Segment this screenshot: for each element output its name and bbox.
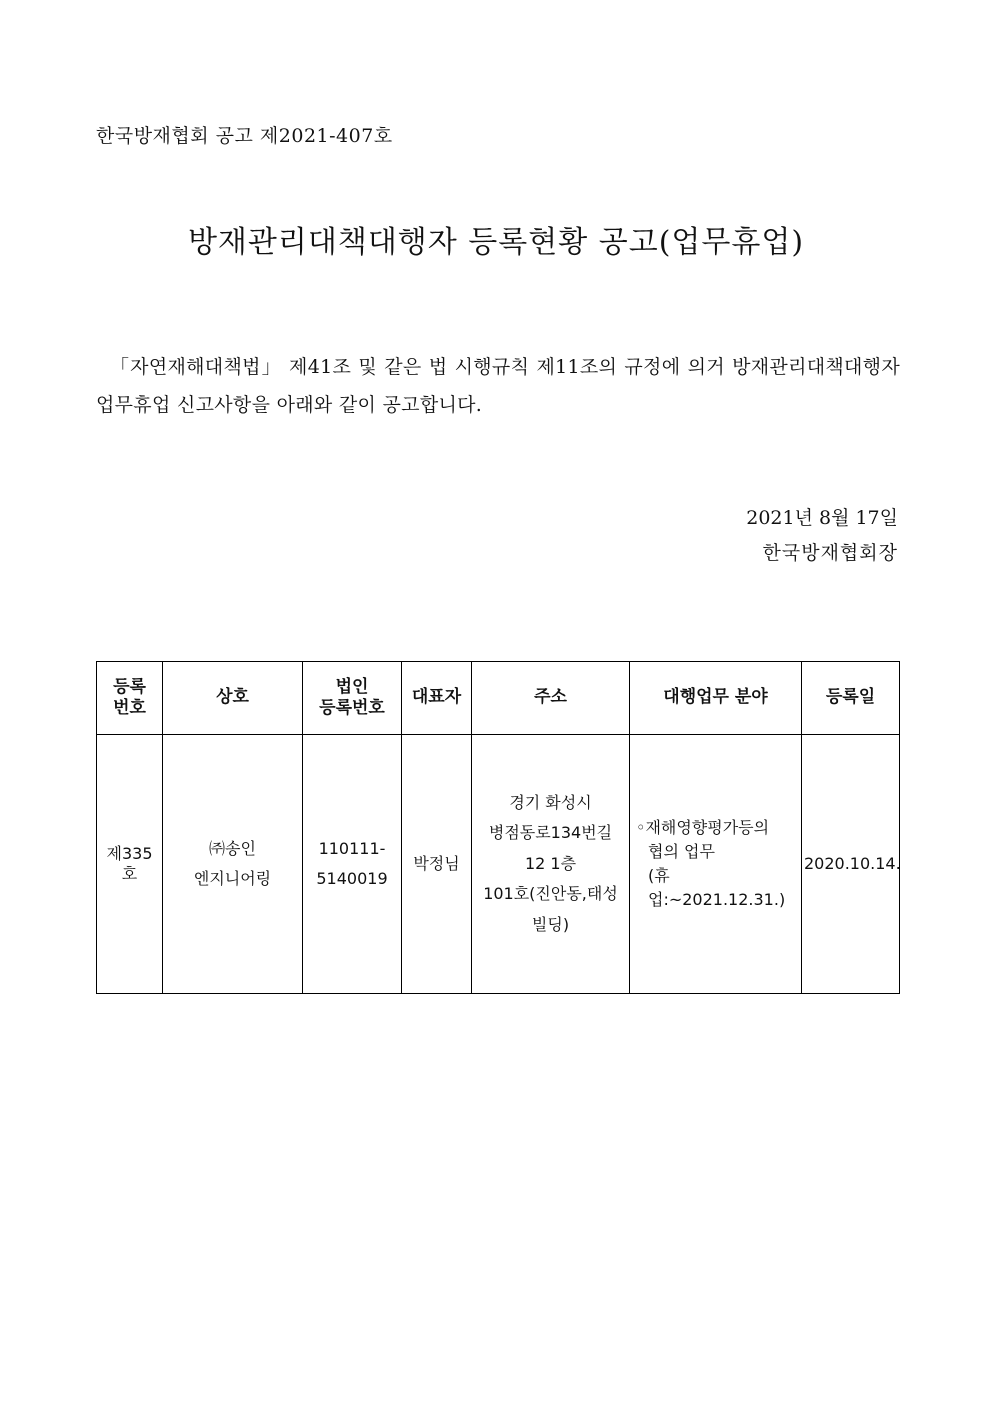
header-corp-no-line1: 법인 — [335, 676, 369, 697]
table-header-row — [97, 662, 900, 735]
field-line3: (휴업:~2021.12.31.) — [648, 866, 786, 909]
address-line2: 병점동로134번길 — [488, 823, 613, 843]
address-line1: 경기 화성시 — [509, 793, 592, 813]
notice-date: 2021년 8월 17일 — [746, 507, 898, 529]
company-line1: ㈜송인 — [209, 838, 256, 858]
notice-number: 한국방재협회 공고 제2021-407호 — [96, 125, 393, 147]
table-row — [97, 735, 900, 994]
field-line1: ◦재해영향평가등의 — [636, 818, 770, 837]
header-corp-no — [303, 662, 402, 735]
header-address: 주소 — [472, 662, 630, 735]
company-line2: 엔지니어링 — [193, 869, 272, 888]
header-corp-no-line2: 등록번호 — [319, 698, 385, 718]
header-reg-no-line2: 번호 — [113, 698, 146, 718]
registration-table — [96, 661, 900, 994]
header-company: 상호 — [163, 662, 303, 735]
header-representative: 대표자 — [402, 662, 472, 735]
header-reg-date: 등록일 — [802, 662, 900, 735]
cell-representative: 박정님 — [402, 735, 472, 994]
issuer: 한국방재협회장 — [762, 542, 898, 564]
header-reg-no — [97, 662, 163, 735]
corp-no-line1: 110111- — [318, 838, 386, 858]
address-line3: 12 1층 — [524, 853, 577, 873]
page-title: 방재관리대책대행자 등록현황 공고(업무휴업) — [187, 225, 805, 260]
cell-corp-no — [303, 735, 402, 994]
cell-company — [163, 735, 303, 994]
header-reg-no-line1: 등록 — [113, 676, 146, 697]
corp-no-line2: 5140019 — [316, 869, 388, 888]
body-paragraph: 「자연재해대책법」 제41조 및 같은 법 시행규칙 제11조의 규정에 의거 방재관리대책대행자 업무휴업 신고사항을 아래와 같이 공고합니다. — [96, 356, 900, 416]
header-field: 대행업무 분야 — [630, 662, 802, 735]
address-line5: 빌딩) — [531, 914, 570, 934]
cell-reg-no: 제335호 — [97, 735, 163, 994]
cell-address — [472, 735, 630, 994]
cell-reg-date: 2020.10.14. — [802, 735, 900, 994]
field-line2: 협의 업무 — [648, 842, 715, 861]
address-line4: 101호(진안동,태성 — [483, 884, 618, 904]
cell-field — [630, 735, 802, 994]
